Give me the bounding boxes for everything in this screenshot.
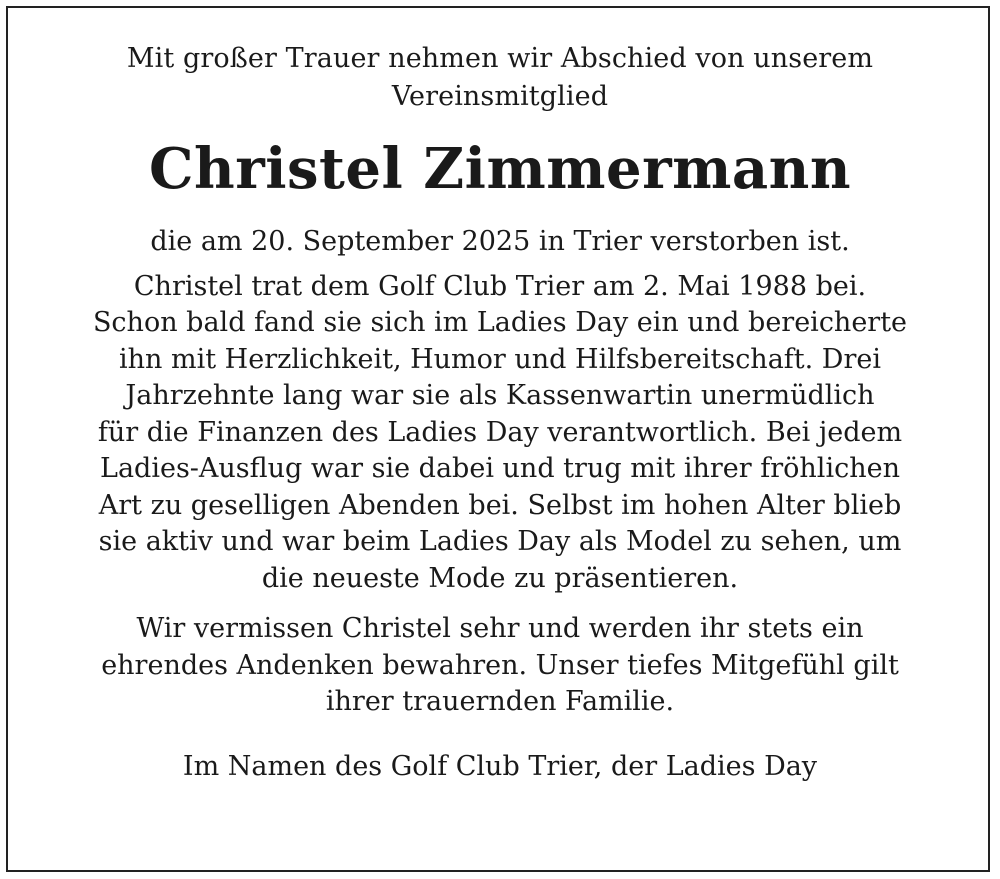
biography-line: Christel trat dem Golf Club Trier am 2. Mai 1988 bei.	[133, 270, 867, 302]
biography-line: Ladies-Ausflug war sie dabei und trug mit ihrer fröhlichen	[100, 453, 900, 484]
closing-line: ihrer trauernden Familie.	[325, 686, 675, 717]
closing-line: Wir vermissen Christel sehr und werden ihr stets ein	[136, 613, 864, 644]
biography-line: sie aktiv und war beim Ladies Day als Model zu sehen, um	[98, 526, 902, 557]
biography-line: Jahrzehnte lang war sie als Kassenwartin unermüdlich	[125, 380, 875, 411]
death-statement	[20, 224, 980, 261]
death-line: die am 20. September 2025 in Trier verstorben ist.	[150, 226, 850, 257]
biography-line: Schon bald fand sie sich im Ladies Day ein und bereicherte	[92, 307, 908, 338]
intro-line: Mit großer Trauer nehmen wir Abschied von unserem	[126, 43, 874, 74]
deceased-name: Christel Zimmermann	[148, 136, 852, 202]
signature-line: Im Namen des Golf Club Trier, der Ladies Day	[182, 750, 818, 782]
closing-paragraph	[20, 611, 980, 721]
biography-line: für die Finanzen des Ladies Day verantwortlich. Bei jedem	[97, 416, 903, 448]
biography-line: ihn mit Herzlichkeit, Humor und Hilfsbereitschaft. Drei	[119, 343, 881, 375]
biography-line: die neueste Mode zu präsentieren.	[261, 562, 739, 594]
biography-line: Art zu geselligen Abenden bei. Selbst im hohen Alter blieb	[98, 489, 902, 521]
intro-line: Vereinsmitglied	[391, 81, 609, 112]
closing-line: ehrendes Andenken bewahren. Unser tiefes Mitgefühl gilt	[101, 649, 899, 681]
biography-paragraph	[20, 269, 980, 598]
obituary-notice	[20, 40, 980, 785]
intro-text	[20, 40, 980, 116]
